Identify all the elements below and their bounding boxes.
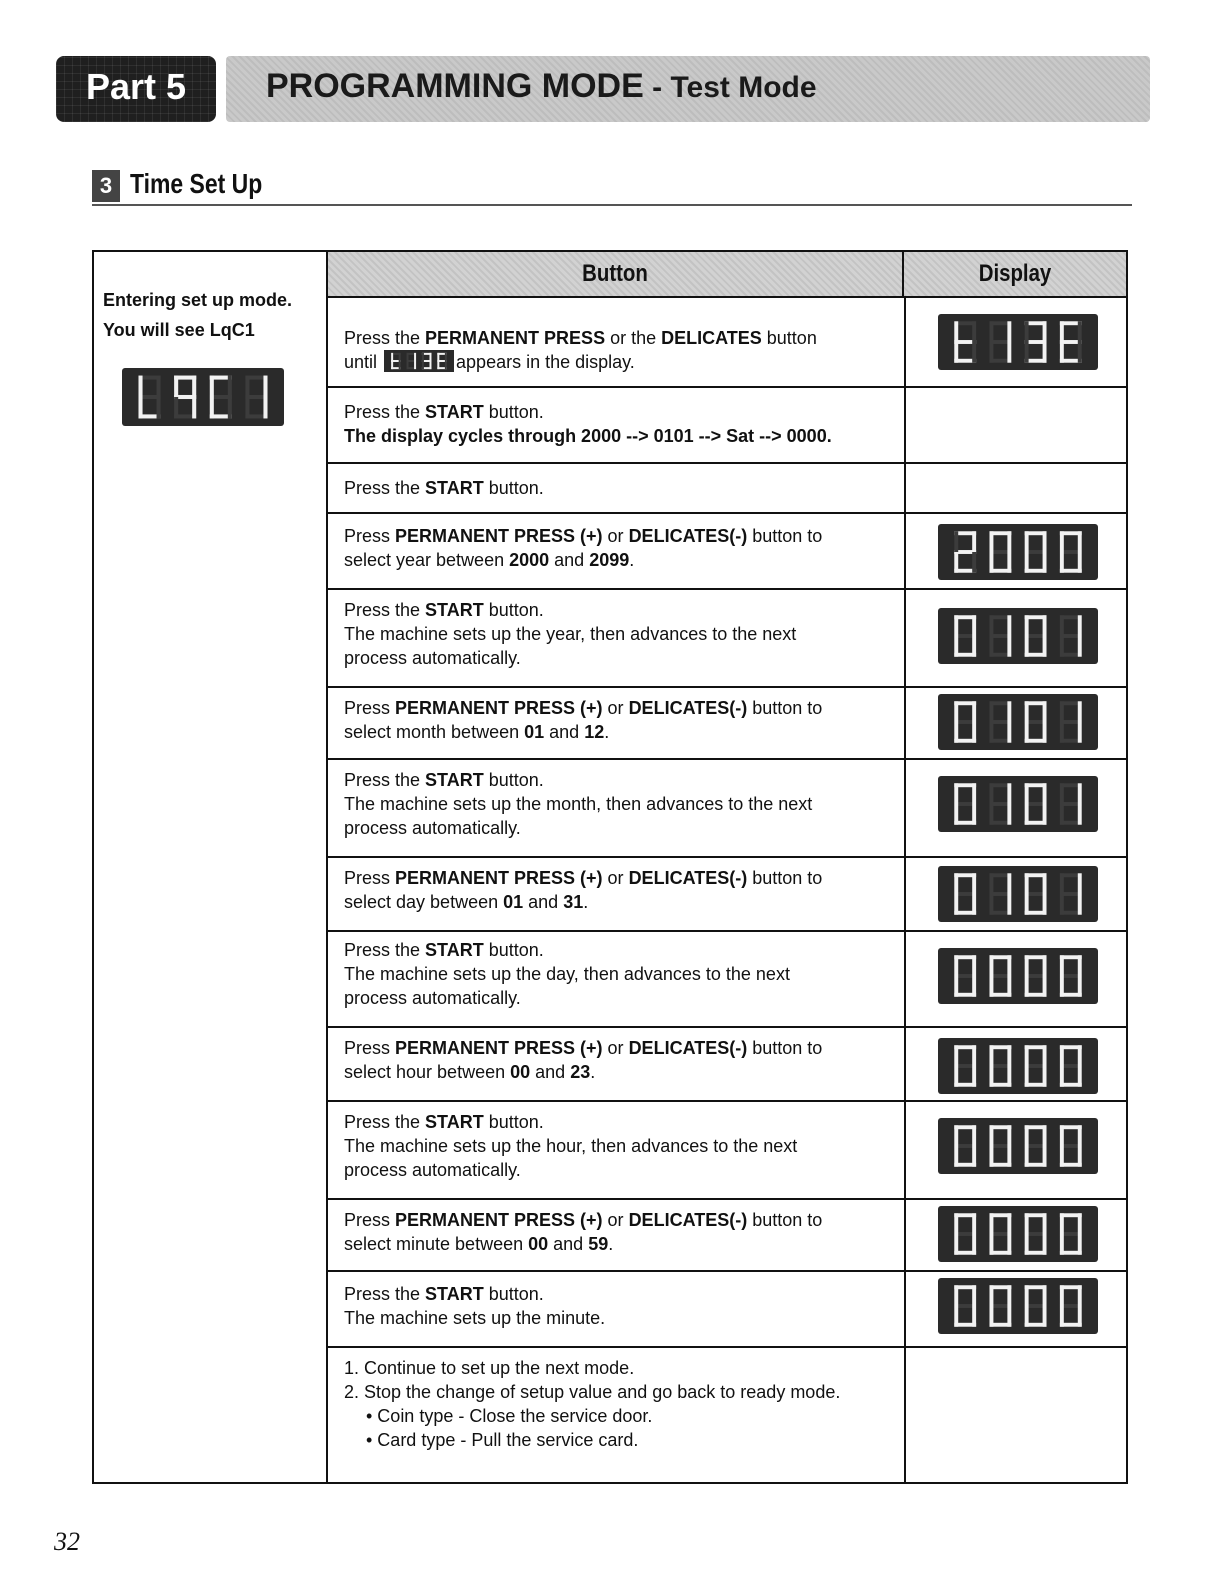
- row-text: Press the START button. The machine sets up the day, then advances to the next process automatically.: [344, 940, 790, 1008]
- lcd-segment: [1007, 1066, 1011, 1087]
- lcd-segment: [1025, 1146, 1029, 1167]
- lcd-segment: [1007, 552, 1011, 573]
- lcd-segment: [1060, 722, 1064, 743]
- lcd-segment: [1078, 722, 1082, 743]
- lcd-segment: [1078, 321, 1082, 342]
- page-title-suffix: - Test Mode: [643, 71, 817, 104]
- lcd-segment: [972, 873, 976, 894]
- lcd-segment: [1025, 1213, 1029, 1234]
- lcd-segment: [228, 397, 232, 418]
- lcd-segment: [1043, 342, 1047, 363]
- lcd-segment: [954, 894, 958, 915]
- lcd-segment: [1007, 1125, 1011, 1146]
- row-text: Press the START button. The display cycles through 2000 --> 0101 --> Sat --> 0000.: [344, 402, 832, 446]
- lcd-segment: [192, 376, 196, 397]
- left-column: [92, 250, 328, 1484]
- lcd-segment: [1078, 342, 1082, 363]
- lcd-segment: [1025, 804, 1029, 825]
- lcd-segment: [972, 783, 976, 804]
- lcd-segment: [228, 376, 232, 397]
- lcd-segment: [1060, 873, 1064, 894]
- lcd-segment: [972, 342, 976, 363]
- lcd-segment: [414, 361, 416, 369]
- lcd-segment: [954, 1234, 958, 1255]
- table-row: [328, 688, 1126, 760]
- table-row: [328, 1028, 1126, 1102]
- lcd-segment: [989, 1234, 993, 1255]
- lcd-segment: [1007, 722, 1011, 743]
- lcd-display: [938, 608, 1098, 664]
- lcd-segment: [1007, 894, 1011, 915]
- lcd-segment: [954, 955, 958, 976]
- lcd-segment: [399, 361, 401, 369]
- row-text: Press the START button.: [344, 478, 544, 498]
- lcd-segment: [972, 701, 976, 722]
- lcd-segment: [1060, 1066, 1064, 1087]
- lcd-segment: [954, 804, 958, 825]
- lcd-segment: [1078, 976, 1082, 997]
- section-title: Time Set Up: [130, 168, 263, 199]
- lcd-segment: [391, 353, 393, 361]
- lcd-segment: [1078, 615, 1082, 636]
- lcd-segment: [1043, 1125, 1047, 1146]
- lcd-segment: [954, 1066, 958, 1087]
- lcd-segment: [954, 321, 958, 342]
- entering-setup-note: Entering set up mode. You will see LqC1: [103, 290, 293, 340]
- lcd-segment: [954, 1285, 958, 1306]
- lcd-segment: [1007, 1146, 1011, 1167]
- lcd-segment: [989, 1066, 993, 1087]
- lcd-segment: [972, 1045, 976, 1066]
- table-row: [328, 1348, 1126, 1482]
- lcd-segment: [1060, 701, 1064, 722]
- section-divider: [92, 204, 1132, 206]
- lcd-segment: [1007, 955, 1011, 976]
- row-text: [344, 1356, 914, 1452]
- display-cell: [904, 514, 1126, 588]
- lcd-segment: [954, 1125, 958, 1146]
- lcd-segment: [1078, 1066, 1082, 1087]
- lcd-segment: [972, 1213, 976, 1234]
- lcd-segment: [1025, 636, 1029, 657]
- lcd-segment: [1007, 342, 1011, 363]
- lcd-segment: [989, 321, 993, 342]
- lcd-segment: [1043, 531, 1047, 552]
- lcd-segment: [1060, 552, 1064, 573]
- table-row: [328, 932, 1126, 1028]
- lcd-segment: [1078, 1306, 1082, 1327]
- display-cell: [904, 1028, 1126, 1100]
- lcd-segment: [1060, 615, 1064, 636]
- table-row: [328, 388, 1126, 464]
- lcd-segment: [437, 353, 439, 361]
- lcd-segment: [1025, 321, 1029, 342]
- lcd-display: [938, 1118, 1098, 1174]
- column-header-button: Button: [328, 252, 904, 298]
- lcd-segment: [989, 804, 993, 825]
- display-cell: [904, 760, 1126, 856]
- lcd-segment: [1025, 1125, 1029, 1146]
- lcd-segment: [1007, 531, 1011, 552]
- note-continue: 1. Continue to set up the next mode.: [344, 1358, 635, 1378]
- lcd-display: [938, 866, 1098, 922]
- lcd-segment: [1078, 873, 1082, 894]
- lcd-segment: [972, 531, 976, 552]
- lcd-segment: [245, 376, 249, 397]
- lcd-segment: [1060, 1125, 1064, 1146]
- lcd-segment: [399, 353, 401, 361]
- lcd-display: [938, 1206, 1098, 1262]
- part-label: Part 5: [85, 66, 187, 107]
- lcd-segment: [1043, 955, 1047, 976]
- note-coin-type: • Coin type - Close the service door.: [366, 1406, 653, 1426]
- row-text: Press PERMANENT PRESS (+) or DELICATES(-) button to select hour between 00 and 23.: [344, 1038, 823, 1082]
- lcd-segment: [1043, 804, 1047, 825]
- lcd-segment: [972, 1066, 976, 1087]
- lcd-segment: [972, 552, 976, 573]
- row-text: Press the START button. The machine sets up the hour, then advances to the next process automatically.: [344, 1112, 798, 1180]
- lcd-segment: [954, 722, 958, 743]
- display-cell: [904, 688, 1126, 758]
- lcd-segment: [1078, 955, 1082, 976]
- lcd-segment: [414, 353, 416, 361]
- lcd-segment: [1007, 615, 1011, 636]
- lcd-segment: [954, 1306, 958, 1327]
- lcd-segment: [1043, 615, 1047, 636]
- lcd-segment: [972, 1285, 976, 1306]
- lcd-segment: [1007, 976, 1011, 997]
- lcd-display: [938, 776, 1098, 832]
- lcd-segment: [174, 376, 178, 397]
- lcd-display-lqc1: [122, 368, 284, 426]
- lcd-segment: [210, 397, 214, 418]
- lcd-segment: [954, 873, 958, 894]
- lcd-segment: [1025, 1285, 1029, 1306]
- display-cell: [904, 298, 1126, 386]
- lcd-display: [938, 1038, 1098, 1094]
- lcd-segment: [1025, 1066, 1029, 1087]
- lcd-segment: [989, 783, 993, 804]
- lcd-segment: [1043, 783, 1047, 804]
- lcd-segment: [1007, 1213, 1011, 1234]
- lcd-segment: [989, 1285, 993, 1306]
- lcd-segment: [1060, 804, 1064, 825]
- lcd-segment: [445, 353, 447, 361]
- lcd-display: [938, 1278, 1098, 1334]
- table-row: [328, 1272, 1126, 1348]
- lcd-segment: [989, 1146, 993, 1167]
- lcd-segment: [1043, 321, 1047, 342]
- lcd-segment: [1025, 342, 1029, 363]
- lcd-segment: [174, 397, 178, 418]
- lcd-segment: [1078, 1285, 1082, 1306]
- display-cell: [904, 590, 1126, 686]
- row-text: Press PERMANENT PRESS (+) or DELICATES(-) button to select minute between 00 and 59.: [344, 1210, 823, 1254]
- display-cell: [904, 1200, 1126, 1270]
- lcd-segment: [1025, 701, 1029, 722]
- lcd-segment: [954, 636, 958, 657]
- row-text: Press PERMANENT PRESS (+) or DELICATES(-) button to select day between 01 and 31.: [344, 868, 823, 912]
- lcd-segment: [1025, 552, 1029, 573]
- display-cell: [904, 1272, 1126, 1346]
- lcd-segment: [157, 397, 161, 418]
- table-row: [328, 760, 1126, 858]
- lcd-segment: [1078, 636, 1082, 657]
- display-cell: [904, 464, 1126, 512]
- row-text: Press the PERMANENT PRESS or the DELICATES button until appears in the display.: [344, 328, 817, 372]
- lcd-segment: [1025, 1306, 1029, 1327]
- lcd-segment: [972, 321, 976, 342]
- lcd-display: [938, 948, 1098, 1004]
- lcd-display: [938, 694, 1098, 750]
- lcd-segment: [157, 376, 161, 397]
- lcd-segment: [1060, 1045, 1064, 1066]
- lcd-segment: [1043, 1213, 1047, 1234]
- table-row: [328, 1200, 1126, 1272]
- table-row: [328, 514, 1126, 590]
- lcd-segment: [1007, 804, 1011, 825]
- table-row: [328, 298, 1126, 388]
- row-text: Press the START button. The machine sets up the month, then advances to the next process automatically.: [344, 770, 813, 838]
- row-text: Press PERMANENT PRESS (+) or DELICATES(-) button to select month between 01 and 12.: [344, 698, 823, 742]
- lcd-segment: [1060, 1306, 1064, 1327]
- lcd-segment: [989, 342, 993, 363]
- section-number: 3: [92, 170, 120, 202]
- lcd-segment: [1007, 1045, 1011, 1066]
- lcd-display: [938, 314, 1098, 370]
- lcd-segment: [245, 397, 249, 418]
- lcd-segment: [430, 353, 432, 361]
- header-banner: [226, 56, 1150, 122]
- lcd-segment: [1007, 783, 1011, 804]
- lcd-segment: [954, 615, 958, 636]
- lcd-segment: [954, 552, 958, 573]
- lcd-segment: [263, 397, 267, 418]
- table-row: [328, 464, 1126, 514]
- display-cell: [904, 388, 1126, 462]
- table-row: [328, 590, 1126, 688]
- table-row: [328, 1102, 1126, 1200]
- lcd-segment: [1007, 1306, 1011, 1327]
- lcd-segment: [972, 636, 976, 657]
- lcd-segment: [1043, 1285, 1047, 1306]
- inline-lcd-t13e: [384, 350, 454, 372]
- lcd-segment: [972, 955, 976, 976]
- lcd-segment: [989, 1306, 993, 1327]
- lcd-segment: [1025, 615, 1029, 636]
- lcd-segment: [1025, 955, 1029, 976]
- lcd-segment: [989, 1125, 993, 1146]
- lcd-segment: [1060, 976, 1064, 997]
- lcd-segment: [972, 894, 976, 915]
- lcd-segment: [989, 873, 993, 894]
- lcd-segment: [1060, 321, 1064, 342]
- note-card-type: • Card type - Pull the service card.: [366, 1430, 639, 1450]
- row-text: Press PERMANENT PRESS (+) or DELICATES(-) button to select year between 2000 and 2099.: [344, 526, 823, 570]
- display-cell: [904, 1102, 1126, 1198]
- lcd-segment: [972, 1146, 976, 1167]
- display-cell: [904, 932, 1126, 1026]
- lcd-segment: [407, 353, 409, 361]
- lcd-segment: [422, 353, 424, 361]
- lcd-segment: [1007, 873, 1011, 894]
- lcd-segment: [138, 397, 142, 418]
- lcd-segment: [263, 376, 267, 397]
- lcd-segment: [972, 615, 976, 636]
- lcd-segment: [972, 1125, 976, 1146]
- lcd-segment: [1007, 1285, 1011, 1306]
- lcd-segment: [1007, 636, 1011, 657]
- lcd-segment: [430, 361, 432, 369]
- lcd-segment: [1078, 701, 1082, 722]
- lcd-segment: [1078, 894, 1082, 915]
- lcd-segment: [1043, 1306, 1047, 1327]
- lcd-segment: [1043, 636, 1047, 657]
- lcd-segment: [1078, 531, 1082, 552]
- part-tab: [56, 56, 216, 122]
- lcd-segment: [1078, 552, 1082, 573]
- table-row: [328, 858, 1126, 932]
- lcd-segment: [989, 722, 993, 743]
- lcd-segment: [1025, 1234, 1029, 1255]
- lcd-segment: [1078, 1213, 1082, 1234]
- lcd-segment: [1043, 701, 1047, 722]
- lcd-segment: [989, 701, 993, 722]
- lcd-segment: [1007, 1234, 1011, 1255]
- lcd-segment: [954, 1213, 958, 1234]
- lcd-segment: [972, 804, 976, 825]
- lcd-segment: [989, 1045, 993, 1066]
- lcd-segment: [1078, 1146, 1082, 1167]
- lcd-segment: [1043, 1066, 1047, 1087]
- lcd-segment: [1043, 894, 1047, 915]
- lcd-segment: [1043, 1146, 1047, 1167]
- lcd-segment: [1060, 894, 1064, 915]
- lcd-segment: [192, 397, 196, 418]
- lcd-segment: [1078, 1125, 1082, 1146]
- lcd-segment: [954, 342, 958, 363]
- lcd-segment: [954, 1146, 958, 1167]
- lcd-segment: [954, 701, 958, 722]
- lcd-segment: [437, 361, 439, 369]
- lcd-segment: [972, 1306, 976, 1327]
- lcd-segment: [954, 531, 958, 552]
- lcd-segment: [989, 894, 993, 915]
- lcd-segment: [1025, 894, 1029, 915]
- lcd-segment: [972, 976, 976, 997]
- lcd-segment: [1060, 342, 1064, 363]
- lcd-segment: [1060, 531, 1064, 552]
- lcd-segment: [972, 722, 976, 743]
- lcd-segment: [989, 976, 993, 997]
- lcd-segment: [1007, 701, 1011, 722]
- lcd-segment: [989, 1213, 993, 1234]
- row-text: Press the START button. The machine sets up the year, then advances to the next process automatically.: [344, 600, 797, 668]
- lcd-segment: [989, 636, 993, 657]
- lcd-segment: [1060, 955, 1064, 976]
- lcd-segment: [1078, 1234, 1082, 1255]
- lcd-segment: [1043, 1045, 1047, 1066]
- lcd-segment: [1043, 552, 1047, 573]
- lcd-segment: [954, 1045, 958, 1066]
- lcd-segment: [407, 361, 409, 369]
- lcd-segment: [1060, 783, 1064, 804]
- lcd-segment: [138, 376, 142, 397]
- lcd-segment: [210, 376, 214, 397]
- page-title: PROGRAMMING MODE - Test Mode: [266, 67, 817, 105]
- lcd-segment: [954, 783, 958, 804]
- lcd-segment: [954, 976, 958, 997]
- lcd-segment: [1043, 1234, 1047, 1255]
- lcd-segment: [445, 361, 447, 369]
- lcd-segment: [989, 552, 993, 573]
- lcd-segment: [1060, 1146, 1064, 1167]
- lcd-segment: [1025, 722, 1029, 743]
- row-text: Press the START button. The machine sets up the minute.: [344, 1284, 606, 1328]
- lcd-segment: [1025, 531, 1029, 552]
- lcd-segment: [989, 615, 993, 636]
- lcd-segment: [422, 361, 424, 369]
- display-cell: [904, 1348, 1126, 1482]
- lcd-segment: [1025, 1045, 1029, 1066]
- lcd-segment: [1043, 722, 1047, 743]
- lcd-segment: [989, 531, 993, 552]
- lcd-segment: [1043, 873, 1047, 894]
- lcd-segment: [1025, 783, 1029, 804]
- lcd-segment: [391, 361, 393, 369]
- lcd-segment: [1060, 1213, 1064, 1234]
- lcd-segment: [1025, 873, 1029, 894]
- lcd-segment: [1078, 804, 1082, 825]
- note-stop: 2. Stop the change of setup value and go back to ready mode.: [344, 1382, 841, 1402]
- lcd-segment: [989, 955, 993, 976]
- lcd-segment: [1060, 1234, 1064, 1255]
- lcd-segment: [1078, 1045, 1082, 1066]
- lcd-segment: [1007, 321, 1011, 342]
- lcd-segment: [1060, 636, 1064, 657]
- page-number: 32: [54, 1527, 80, 1556]
- lcd-segment: [972, 1234, 976, 1255]
- lcd-segment: [1025, 976, 1029, 997]
- lcd-segment: [1043, 976, 1047, 997]
- column-header-display: Display: [904, 252, 1126, 298]
- lcd-segment: [1078, 783, 1082, 804]
- lcd-segment: [1060, 1285, 1064, 1306]
- display-cell: [904, 858, 1126, 930]
- lcd-display: [938, 524, 1098, 580]
